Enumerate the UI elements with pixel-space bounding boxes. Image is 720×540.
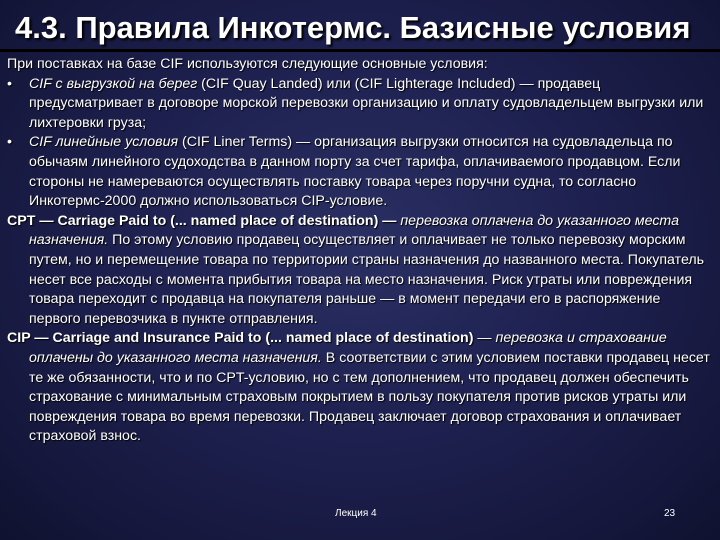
slide-body	[7, 55, 713, 447]
cpt-paragraph	[7, 212, 713, 330]
page-number: 23	[664, 508, 676, 519]
slide-title: 4.3. Правила Инкотермс. Базисные условия	[15, 10, 691, 45]
cip-dash: —	[473, 330, 496, 347]
bullet-text: (CIF Liner Terms) — организация выгрузки относится на судовладельца по обычаям линейного судоходства в данном порту за счет тарифа, оплачиваемого продавцом. Если стороны не намереваются осуществлять поставку товара через поручни судна, то согласно Инкотермс-2000 должно использоваться CIP-условие.	[29, 134, 681, 210]
bullet-marker: •	[7, 134, 12, 151]
cip-text: В соответствии с этим условием поставки продавец несет те же обязанности, что и по CPT-условию, но с тем дополнением, что продавец должен обеспечить страхование с минимальным страховым покрытием в пользу покупателя против рисков утраты или повреждения товара во время перевозки. Продавец заключает договор страхования и оплачивает страховой взнос.	[29, 349, 710, 445]
bullet-marker: •	[7, 75, 12, 92]
cpt-term: CPT — Carriage Paid to (... named place of destination) —	[7, 212, 397, 229]
cip-term: CIP — Carriage and Insurance Paid to (... named place of destination)	[7, 330, 474, 347]
cpt-text: По этому условию продавец осуществляет и оплачивает не только перевозку морским путем, но и перемещение товара по территории страны назначения до названного места. Покупатель несет все расходы с момента прибытия товара на место назначения. Риск утраты или повреждения товара переходит с продавца на покупателя раньше — в момент передачи его в распоряжение первого перевозчика в пункте отправления.	[29, 232, 705, 327]
bullet-text: (CIF Quay Landed) или (CIF Lighterage Included) — продавец предусматривает в договоре морской перевозки организацию и оплату судовладельцем выгрузки или лихтеровки груза;	[29, 75, 704, 131]
bullet-term: CIF линейные условия	[29, 134, 179, 151]
intro-paragraph: При поставках на базе CIF используются следующие основные условия:	[7, 56, 488, 72]
footer-lecture-label: Лекция 4	[335, 508, 377, 519]
cip-paragraph	[7, 329, 713, 447]
bullet-cif-liner	[7, 133, 713, 211]
title-divider	[0, 49, 720, 52]
cip-meaning: перевозка и страхование оплачены до указанного места назначения.	[29, 330, 667, 366]
bullet-cif-quay	[7, 75, 713, 134]
cpt-meaning: перевозка оплачена до указанного места назначения.	[29, 212, 679, 249]
bullet-term: CIF с выгрузкой на берег	[29, 75, 198, 92]
